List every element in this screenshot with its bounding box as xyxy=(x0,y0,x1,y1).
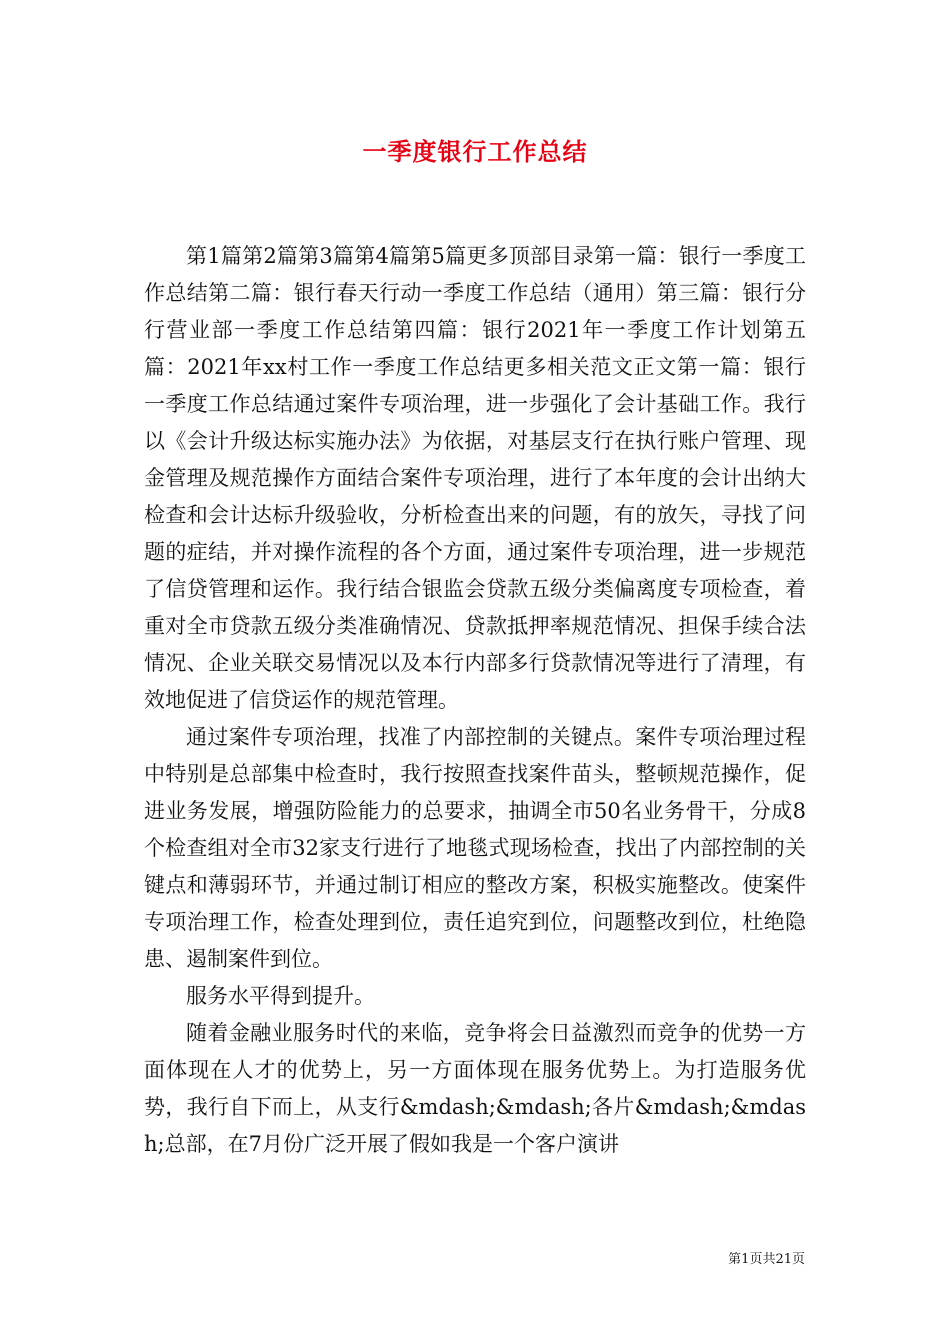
body-paragraph: 随着金融业服务时代的来临，竞争将会日益激烈而竞争的优势一方面体现在人才的优势上，另一方面体现在服务优势上。为打造服务优势，我行自下而上，从支行&mdash;&mdash;各片&mdash;&mdash;总部，在7月份广泛开展了假如我是一个客户演讲 xyxy=(144,1021,806,1156)
body-paragraph: 第1篇第2篇第3篇第4篇第5篇更多顶部目录第一篇：银行一季度工作总结第二篇：银行春天行动一季度工作总结（通用）第三篇：银行分行营业部一季度工作总结第四篇：银行2021年一季度工作计划第五篇：2021年xx村工作一季度工作总结更多相关范文正文第一篇：银行一季度工作总结通过案件专项治理，进一步强化了会计基础工作。我行以《会计升级达标实施办法》为依据，对基层支行在执行账户管理、现金管理及规范操作方面结合案件专项治理，进行了本年度的会计出纳大检查和会计达标升级验收，分析检查出来的问题，有的放矢，寻找了问题的症结，并对操作流程的各个方面，通过案件专项治理，进一步规范了信贷管理和运作。我行结合银监会贷款五级分类偏离度专项检查，着重对全市贷款五级分类准确情况、贷款抵押率规范情况、担保手续合法情况、企业关联交易情况以及本行内部多行贷款情况等进行了清理，有效地促进了信贷运作的规范管理。 xyxy=(144,244,806,712)
page-number: 第1页共21页 xyxy=(728,1252,805,1267)
body-paragraph: 服务水平得到提升。 xyxy=(186,984,375,1008)
body-paragraph: 通过案件专项治理，找准了内部控制的关键点。案件专项治理过程中特别是总部集中检查时，我行按照查找案件苗头，整顿规范操作，促进业务发展，增强防险能力的总要求，抽调全市50名业务骨干，分成8个检查组对全市32家支行进行了地毯式现场检查，找出了内部控制的关键点和薄弱环节，并通过制订相应的整改方案，积极实施整改。使案件专项治理工作，检查处理到位，责任追究到位，问题整改到位，杜绝隐患、遏制案件到位。 xyxy=(144,725,806,971)
document-body xyxy=(144,238,806,1163)
document-title: 一季度银行工作总结 xyxy=(362,137,588,166)
